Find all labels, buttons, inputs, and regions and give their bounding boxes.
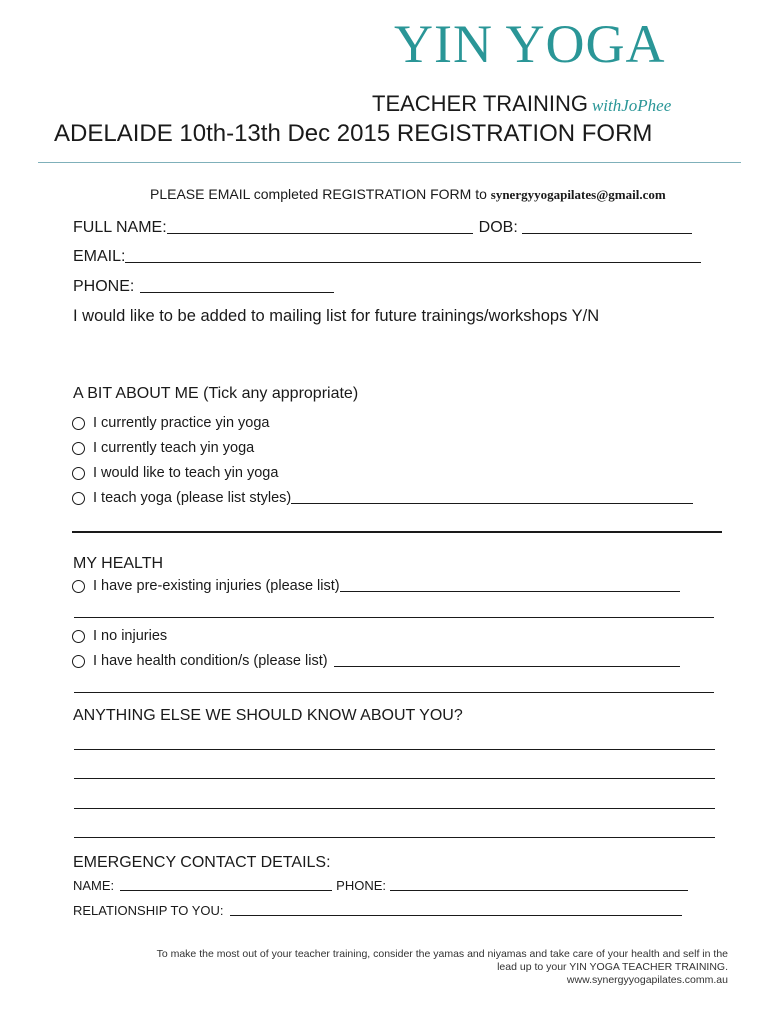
training-label: TEACHER TRAINING: [372, 91, 588, 116]
email-field[interactable]: [125, 261, 701, 263]
radio-injuries[interactable]: [72, 580, 85, 593]
footer-website: www.synergyyogapilates.comm.au: [566, 974, 728, 986]
form-title: ADELAIDE 10th-13th Dec 2015 REGISTRATION FORM: [54, 120, 653, 147]
emergency-name-row: [73, 877, 688, 895]
radio-like-teach[interactable]: [72, 467, 85, 480]
injuries-extra-line[interactable]: [74, 617, 714, 618]
anything-line-3[interactable]: [74, 808, 715, 809]
about-option-like-teach[interactable]: [72, 463, 278, 483]
about-me-heading: A BIT ABOUT ME (Tick any appropriate): [73, 385, 359, 402]
my-health-heading: MY HEALTH: [73, 555, 164, 572]
email-instruction: [150, 184, 666, 205]
relationship-label: RELATIONSHIP TO YOU:: [73, 903, 224, 918]
yoga-styles-field[interactable]: [291, 502, 693, 504]
phone-row: [73, 276, 334, 298]
emergency-heading: EMERGENCY CONTACT DETAILS:: [73, 854, 331, 871]
about-option-label: I teach yoga (please list styles): [93, 490, 292, 506]
footer-note: [68, 948, 728, 987]
health-option-injuries[interactable]: [72, 576, 680, 596]
radio-no-injuries[interactable]: [72, 630, 85, 643]
anything-else-heading: ANYTHING ELSE WE SHOULD KNOW ABOUT YOU?: [73, 707, 463, 724]
anything-line-1[interactable]: [74, 749, 715, 750]
dob-label: DOB:: [478, 219, 518, 236]
radio-practice[interactable]: [72, 417, 85, 430]
injuries-field[interactable]: [340, 590, 680, 592]
emergency-name-label: NAME:: [73, 878, 115, 893]
training-subtitle: [372, 90, 671, 120]
health-option-label: I no injuries: [93, 628, 168, 644]
footer-line-1: To make the most out of your teacher training, consider the yamas and niyamas and take care of your health and self in the: [156, 948, 728, 960]
health-option-no-injuries[interactable]: [72, 626, 167, 646]
section-divider: [72, 531, 722, 533]
anything-line-4[interactable]: [74, 837, 715, 838]
footer-line-2: lead up to your YIN YOGA TEACHER TRAINING.: [497, 961, 728, 973]
about-option-label: I currently teach yin yoga: [93, 440, 255, 456]
emergency-name-field[interactable]: [120, 889, 332, 891]
email-instruction-text: PLEASE EMAIL completed REGISTRATION FORM to: [150, 186, 491, 202]
email-address-link[interactable]: synergyyogapilates@gmail.com: [490, 187, 666, 202]
email-label: EMAIL:: [73, 248, 126, 265]
health-option-label: I have health condition/s (please list): [93, 653, 328, 669]
radio-conditions[interactable]: [72, 655, 85, 668]
dob-field[interactable]: [522, 232, 692, 234]
about-option-teach-yoga[interactable]: [72, 488, 693, 508]
full-name-label: FULL NAME:: [73, 219, 167, 236]
conditions-extra-line[interactable]: [74, 692, 714, 693]
email-row: [73, 246, 701, 268]
health-option-label: I have pre-existing injuries (please list): [93, 578, 340, 594]
with-jophee-script: withJoPhee: [591, 96, 672, 115]
radio-teach-yoga[interactable]: [72, 492, 85, 505]
about-option-teach-yin[interactable]: [72, 438, 254, 458]
phone-field[interactable]: [140, 291, 334, 293]
health-option-conditions[interactable]: [72, 651, 680, 671]
full-name-field[interactable]: [167, 232, 473, 234]
yin-yoga-logo: YIN YOGA: [394, 14, 666, 74]
header-divider: [38, 162, 741, 163]
full-name-row: [73, 217, 692, 239]
emergency-phone-field[interactable]: [390, 889, 688, 891]
relationship-field[interactable]: [230, 914, 682, 916]
conditions-field[interactable]: [334, 665, 680, 667]
phone-label: PHONE:: [73, 278, 135, 295]
relationship-row: [73, 902, 682, 920]
radio-teach-yin[interactable]: [72, 442, 85, 455]
about-option-label: I would like to teach yin yoga: [93, 465, 279, 481]
mailing-list-question: I would like to be added to mailing list for future trainings/workshops Y/N: [73, 307, 600, 325]
anything-line-2[interactable]: [74, 778, 715, 779]
about-option-label: I currently practice yin yoga: [93, 415, 270, 431]
about-option-practice[interactable]: [72, 413, 270, 433]
emergency-phone-label: PHONE:: [336, 878, 387, 893]
